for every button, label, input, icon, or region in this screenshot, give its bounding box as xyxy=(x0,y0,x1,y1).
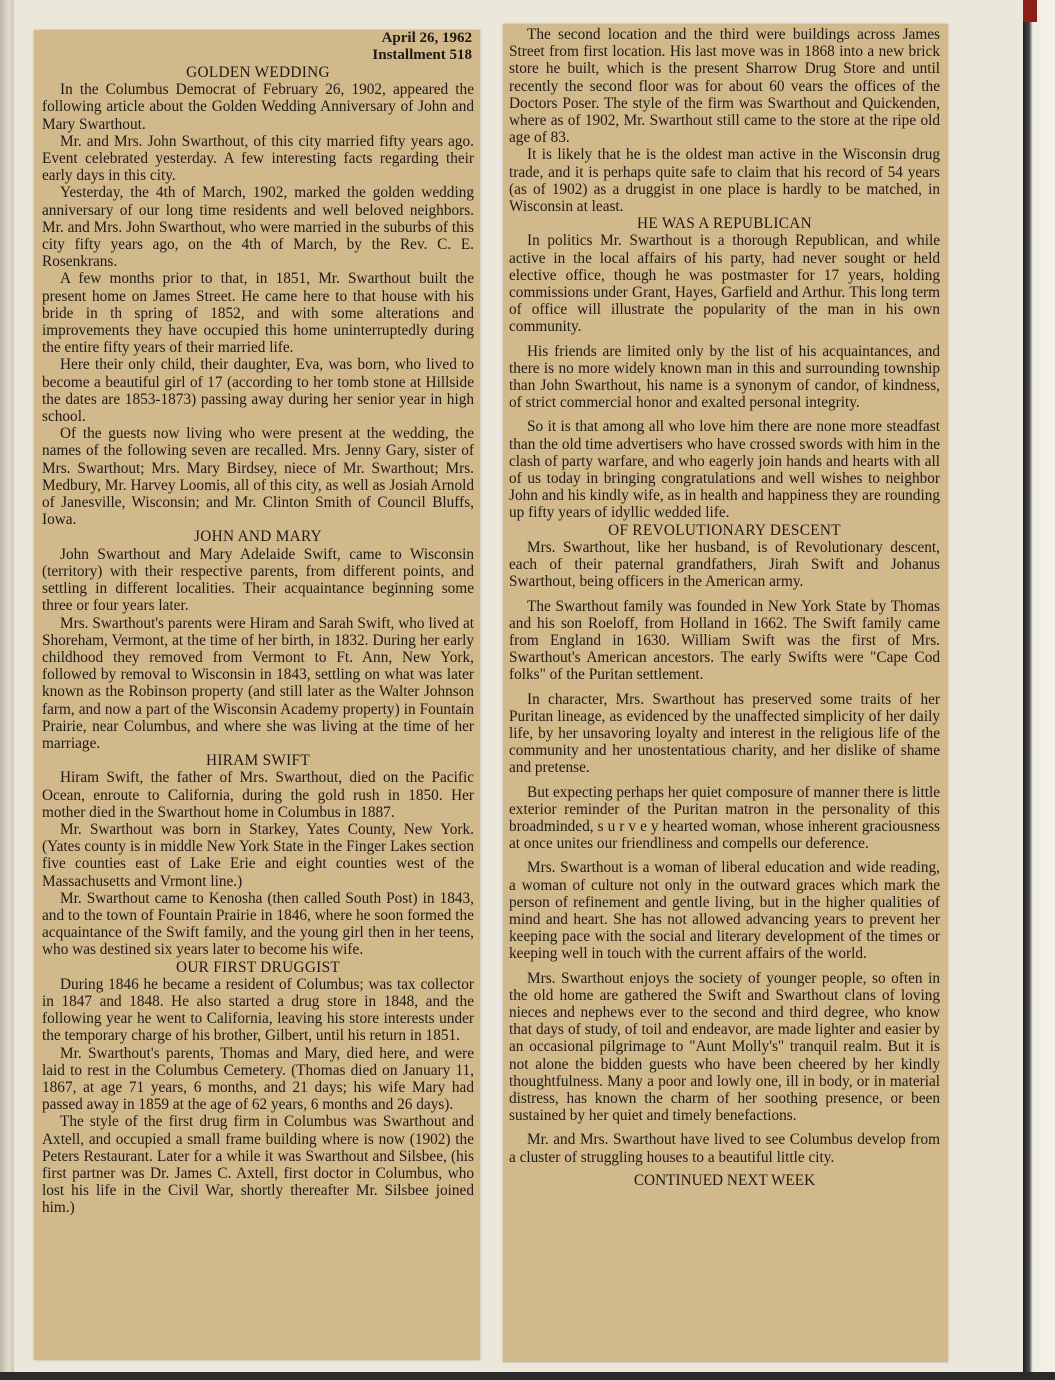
binding-edge xyxy=(0,0,14,1380)
article-body-left xyxy=(42,64,474,1217)
article-paragraph: So it is that among all who love him there are none more steadfast than the old time advertisers who have crossed swords with him in the clash of party warfare, and who eagerly join hands and hearts with all of us today in bringing congratulations and well wishes to neighbor John and his kindly wife, as in health and happiness they are rounding up fifty years of idyllic wedded life. xyxy=(509,418,940,522)
article-paragraph: The second location and the third were buildings across James Street from first location. His last move was in 1868 into a new brick store he built, which is the present Sharrow Drug Store and until recently the second floor was for about 60 vears the offices of the Doctors Poser. The style of the firm was Swarthout and Quickenden, where as of 1902, Mr. Swarthout still came to the store at the ripe old age of 83. xyxy=(509,26,940,147)
bottom-shadow xyxy=(0,1372,1055,1380)
article-body-right xyxy=(509,26,940,1166)
article-paragraph: In politics Mr. Swarthout is a thorough Republican, and while active in the local affairs of his party, had never sought or held elective office, though he was postmaster for 17 years, holding commissions under Grant, Hayes, Garfield and Arthur. This long term of office will illustrate the popularity of the man in his own community. xyxy=(509,232,940,336)
article-paragraph: In the Columbus Democrat of February 26, 1902, appeared the following article about the Golden Wedding Anniversary of John and Mary Swarthout. xyxy=(42,81,474,133)
article-paragraph: It is likely that he is the oldest man active in the Wisconsin drug trade, and it is perhaps quite safe to claim that his record of 54 years (as of 1902) as a druggist in one place is hardly to be matched, in Wisconsin at least. xyxy=(509,146,940,216)
article-paragraph: Mr. Swarthout's parents, Thomas and Mary, died here, and were laid to rest in the Columbus Cemetery. (Thomas died on January 11, 1867, at age 71 years, 6 months, and 21 days; his wife Mary had passed away in 1859 at the age of 62 years, 6 months and 26 days). xyxy=(42,1044,474,1114)
article-paragraph: Mr. Swarthout was born in Starkey, Yates County, New York. (Yates county is in middle New York State in the Finger Lakes section five counties east of Lake Erie and eight counties west of the Massachusetts and Vrmont line.) xyxy=(42,820,474,890)
article-paragraph: Mrs. Swarthout enjoys the society of younger people, so often in the old home are gathered the Swift and Swarthout clans of loving nieces and nephews ever to the second and third degree, who know that days of study, of toil and endeavor, are made lighter and easier by an occasional pilgrimage to "Aunt Molly's" tranquil realm. But it is not alone the bidden guests who have been cheered by her kindly thoughtfulness. Many a poor and lowly one, ill in body, or in material distress, has known the charm of her soothing presence, or been sustained by her quiet and timely benefactions. xyxy=(509,969,940,1125)
newspaper-clipping-right xyxy=(503,24,948,1362)
article-paragraph: Mrs. Swarthout is a woman of liberal education and wide reading, a woman of culture not only in the outward graces which mark the person of refinement and gentle living, but in the higher qualities of mind and heart. She has not allowed advancing years to prevent her keeping pace with the social and literary development of the times or keeping well in touch with the current affairs of the world. xyxy=(509,859,940,963)
clipping-date: April 26, 1962 xyxy=(381,30,472,46)
adjacent-page-edge xyxy=(1023,0,1055,1380)
article-paragraph: A few months prior to that, in 1851, Mr. Swarthout built the present home on James Street. He came here to that house with his bride in th spring of 1852, and with some alterations and improvements they have occupied this home uninterruptedly during the entire fifty years of their married life. xyxy=(42,270,474,357)
article-paragraph: Mr. and Mrs. Swarthout have lived to see Columbus develop from a cluster of struggling houses to a beautiful little city. xyxy=(509,1131,940,1166)
section-heading: HIRAM SWIFT xyxy=(205,752,310,770)
article-paragraph: Mr. and Mrs. John Swarthout, of this city married fifty years ago. Event celebrated yesterday. A few interesting facts regarding their early days in this city. xyxy=(42,132,474,185)
section-heading: HE WAS A REPUBLICAN xyxy=(637,215,812,233)
section-heading: JOHN AND MARY xyxy=(194,528,322,546)
article-paragraph: Hiram Swift, the father of Mrs. Swarthout, died on the Pacific Ocean, enroute to California, during the gold rush in 1850. Her mother died in the Swarthout home in Columbus in 1887. xyxy=(42,769,474,821)
section-heading: GOLDEN WEDDING xyxy=(186,64,330,81)
article-paragraph: Mr. Swarthout came to Kenosha (then called South Post) in 1843, and to the town of Fountain Prairie in 1846, where he soon formed the acquaintance of the Swift family, and the young girl then in her teens, who was destined six years later to become his wife. xyxy=(42,889,474,959)
article-paragraph: John Swarthout and Mary Adelaide Swift, came to Wisconsin (territory) with their respective parents, from different points, and settling in different localities. Their acquaintance beginning some three or four years later. xyxy=(42,545,474,615)
article-paragraph: Mrs. Swarthout's parents were Hiram and Sarah Swift, who lived at Shoreham, Vermont, at the time of her birth, in 1832. During her early childhood they removed from Vermont to Ft. Ann, New York, followed by removal to Wisconsin in 1843, settling on what was later known as the Robinson property (and still later as the Walter Johnson farm, and now a part of the Wisconsin Academy property) in Fountain Prairie, near Columbus, and where she was living at the time of her marriage. xyxy=(42,614,474,752)
article-paragraph: In character, Mrs. Swarthout has preserved some traits of her Puritan lineage, as evidenced by the unaffected simplicity of her daily life, by her unsavoring loyalty and interest in the religious life of the community and her unostentatious charity, and her dislike of shame and pretense. xyxy=(509,690,940,777)
article-paragraph: Mrs. Swarthout, like her husband, is of Revolutionary descent, each of their paternal grandfathers, Jirah Swift and Johanus Swarthout, being officers in the American army. xyxy=(509,538,940,591)
article-paragraph: But expecting perhaps her quiet composure of manner there is little exterior reminder of the Puritan matron in the personality of this broadminded, s u r v e y hearted woman, whose inherent graciousness at once unites our friendliness and compells our deference. xyxy=(509,783,940,853)
clipping-installment: Installment 518 xyxy=(372,47,472,63)
article-paragraph: Yesterday, the 4th of March, 1902, marked the golden wedding anniversary of our long time residents and well beloved neighbors. Mr. and Mrs. John Swarthout, who were married in the suburbs of this city fifty years ago, on the 4th of March, by the Rev. C. E. Rosenkrans. xyxy=(42,184,474,271)
newspaper-clipping-left xyxy=(34,30,480,1360)
article-paragraph: The style of the first drug firm in Columbus was Swarthout and Axtell, and occupied a small frame building where is now (1902) the Peters Restaurant. Later for a while it was Swarthout and Silsbee, (his first partner was Dr. James C. Axtell, first doctor in Columbus, who lost his life in the Civil War, shortly thereafter Mr. Silsbee joined him.) xyxy=(42,1113,474,1217)
article-paragraph: The Swarthout family was founded in New York State by Thomas and his son Roeloff, from Holland in 1662. The Swift family came from England in 1630. William Swift was the first of Mrs. Swarthout's American ancestors. The early Swifts were "Cape Cod folks" of the Puritan settlement. xyxy=(509,597,940,684)
red-tab-mark xyxy=(1023,0,1037,22)
article-paragraph: His friends are limited only by the list of his acquaintances, and there is no more widely known man in this and surrounding township than John Swarthout, his name is a synonym of candor, of kindness, of strict commercial honor and exalted personal integrity. xyxy=(509,342,940,412)
article-paragraph: Here their only child, their daughter, Eva, was born, who lived to become a beautiful girl of 17 (according to her tomb stone at Hillside the dates are 1853-1873) passing away during her senior year in high school. xyxy=(42,356,474,426)
continued-notice: CONTINUED NEXT WEEK xyxy=(633,1171,816,1189)
section-heading: OF REVOLUTIONARY DESCENT xyxy=(608,521,841,539)
article-paragraph: During 1846 he became a resident of Columbus; was tax collector in 1847 and 1848. He also started a drug store in 1848, and the following year he went to California, leaving his store interests under the temporary charge of his brother, Gilbert, until his return in 1851. xyxy=(42,975,474,1045)
section-heading: OUR FIRST DRUGGIST xyxy=(175,958,341,976)
article-paragraph: Of the guests now living who were present at the wedding, the names of the following seven are recalled. Mrs. Jenny Gary, sister of Mrs. Swarthout; Mrs. Mary Birdsey, niece of Mr. Swarthout; Mrs. Medbury, Mr. Harvey Loomis, all of this city, as well as Josiah Arnold of Janesville, Wisconsin; and Mr. Clinton Smith of Council Bluffs, Iowa. xyxy=(42,425,474,529)
